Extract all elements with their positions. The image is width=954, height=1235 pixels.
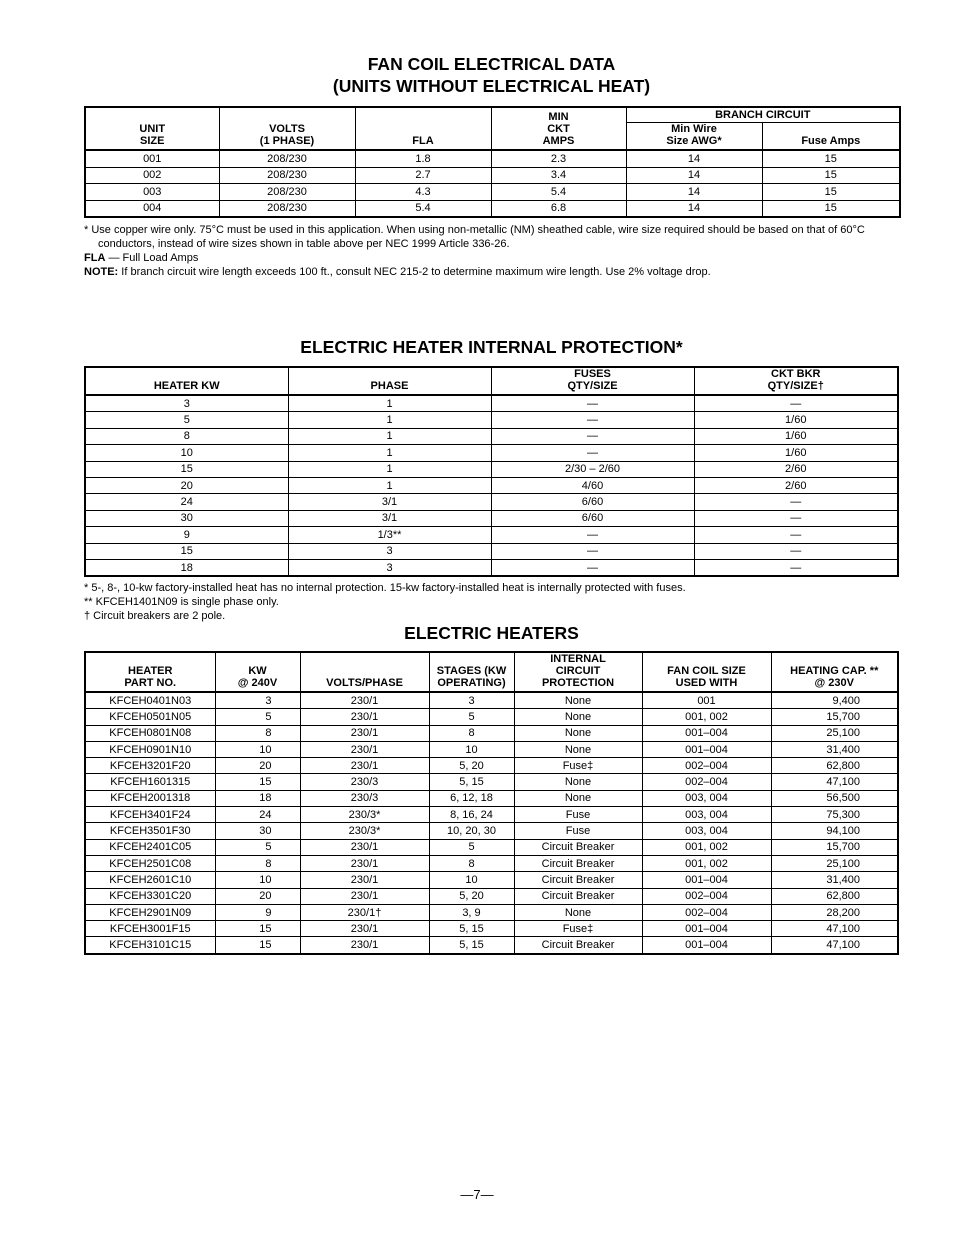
table-cell: 1 <box>288 412 491 428</box>
table-cell: 001, 002 <box>642 709 771 725</box>
table-cell: 31,400 <box>771 872 898 888</box>
table-cell: 15 <box>85 543 288 559</box>
table-cell: 2.7 <box>355 167 491 184</box>
header-kw-240v: KW @ 240V <box>215 652 300 692</box>
table-cell: 1 <box>288 428 491 444</box>
header-internal-circuit-protection: INTERNAL CIRCUIT PROTECTION <box>514 652 642 692</box>
table-cell: 15 <box>762 150 900 167</box>
table-cell: Fuse <box>514 823 642 839</box>
table-cell: 003, 004 <box>642 823 771 839</box>
table-cell: 2/60 <box>694 477 898 493</box>
table-row <box>85 543 898 559</box>
table-cell: 15 <box>762 184 900 201</box>
table-row <box>85 921 898 937</box>
table-cell: 9,400 <box>771 692 898 709</box>
header-stages: STAGES (KW OPERATING) <box>429 652 514 692</box>
table-cell: 3 <box>288 559 491 576</box>
header-unit-size: UNIT SIZE <box>85 107 219 150</box>
table-row <box>85 807 898 823</box>
table-row <box>85 184 900 201</box>
table-cell: Circuit Breaker <box>514 937 642 954</box>
table-cell: 5 <box>429 709 514 725</box>
table-cell: 208/230 <box>219 167 355 184</box>
table-cell: 002–004 <box>642 774 771 790</box>
table-cell: 15 <box>762 167 900 184</box>
table-cell: 002 <box>85 167 219 184</box>
table-cell: KFCEH0901N10 <box>85 741 215 757</box>
table-cell: Circuit Breaker <box>514 855 642 871</box>
table-cell: 10, 20, 30 <box>429 823 514 839</box>
table-cell: 5 <box>429 839 514 855</box>
table-cell: 1 <box>288 395 491 412</box>
table-cell: KFCEH1601315 <box>85 774 215 790</box>
table-cell: 20 <box>215 888 300 904</box>
table-row <box>85 839 898 855</box>
title-line-1: FAN COIL ELECTRICAL DATA <box>367 54 616 74</box>
table-cell: 14 <box>626 167 762 184</box>
table-cell: KFCEH2901N09 <box>85 904 215 920</box>
table-cell: Circuit Breaker <box>514 888 642 904</box>
table-cell: 15 <box>762 200 900 217</box>
table-cell: 002–004 <box>642 888 771 904</box>
table-cell: None <box>514 692 642 709</box>
internal-protection-table <box>84 366 899 577</box>
title-line-2: (UNITS WITHOUT ELECTRICAL HEAT) <box>332 76 651 96</box>
header-min-wire-size: Min Wire Size AWG* <box>626 123 762 151</box>
table-cell: 001 <box>642 692 771 709</box>
table-cell: 9 <box>215 904 300 920</box>
table-row <box>85 150 900 167</box>
table-cell: KFCEH3101C15 <box>85 937 215 954</box>
header-volts: VOLTS (1 PHASE) <box>219 107 355 150</box>
table-cell: 25,100 <box>771 855 898 871</box>
table-cell: 10 <box>215 872 300 888</box>
table-cell: KFCEH2001318 <box>85 790 215 806</box>
table-cell: 62,800 <box>771 758 898 774</box>
table-cell: 75,300 <box>771 807 898 823</box>
table-cell: 003, 004 <box>642 807 771 823</box>
table-row <box>85 790 898 806</box>
table-cell: 5.4 <box>355 200 491 217</box>
header-volts-phase: VOLTS/PHASE <box>300 652 429 692</box>
table-cell: — <box>491 543 694 559</box>
table-cell: 24 <box>85 494 288 510</box>
branch-circuit-note: NOTE: If branch circuit wire length exceeds 100 ft., consult NEC 215-2 to determine maximum wire length. Use 2% voltage drop. <box>84 266 711 278</box>
table-cell: 3 <box>215 692 300 709</box>
table-cell: — <box>694 510 898 526</box>
table-cell: 25,100 <box>771 725 898 741</box>
table-cell: 8, 16, 24 <box>429 807 514 823</box>
table-cell: 4/60 <box>491 477 694 493</box>
table-cell: KFCEH3401F24 <box>85 807 215 823</box>
table-cell: 230/3 <box>300 774 429 790</box>
table-cell: None <box>514 741 642 757</box>
table-cell: 10 <box>429 741 514 757</box>
table-cell: 001–004 <box>642 741 771 757</box>
fan-coil-electrical-data-title <box>84 53 899 97</box>
table-cell: 8 <box>85 428 288 444</box>
table-cell: 2.3 <box>491 150 626 167</box>
internal-protection-notes <box>84 581 899 623</box>
fan-coil-electrical-table <box>84 106 901 218</box>
page-number: —7— <box>460 1187 494 1202</box>
table-cell: Circuit Breaker <box>514 839 642 855</box>
table-cell: None <box>514 790 642 806</box>
table-cell: — <box>694 494 898 510</box>
table-cell: — <box>694 543 898 559</box>
table-cell: 47,100 <box>771 921 898 937</box>
table-cell: 230/3* <box>300 823 429 839</box>
table-cell: 001–004 <box>642 921 771 937</box>
table-cell: 15 <box>215 921 300 937</box>
internal-protection-title: ELECTRIC HEATER INTERNAL PROTECTION* <box>300 337 683 357</box>
fan-coil-notes <box>84 223 899 279</box>
table-cell: — <box>491 527 694 543</box>
table-cell: 208/230 <box>219 184 355 201</box>
table-row <box>85 559 898 576</box>
table-cell: 5 <box>215 709 300 725</box>
table-cell: 28,200 <box>771 904 898 920</box>
table-row <box>85 741 898 757</box>
table-row <box>85 888 898 904</box>
table-row <box>85 167 900 184</box>
header-ckt-bkr: CKT BKR QTY/SIZE† <box>694 367 898 395</box>
table-cell: None <box>514 904 642 920</box>
table-cell: — <box>491 559 694 576</box>
table-cell: 6.8 <box>491 200 626 217</box>
table-cell: 2/30 – 2/60 <box>491 461 694 477</box>
factory-heat-footnote: * 5-, 8-, 10-kw factory-installed heat has no internal protection. 15-kw factory-installed heat is internally protected with fuses. <box>84 582 686 594</box>
table-cell: KFCEH0801N08 <box>85 725 215 741</box>
table-cell: KFCEH2501C08 <box>85 855 215 871</box>
table-row <box>85 774 898 790</box>
table-cell: KFCEH0501N05 <box>85 709 215 725</box>
table-cell: 47,100 <box>771 937 898 954</box>
table-cell: 001, 002 <box>642 839 771 855</box>
table-cell: 15,700 <box>771 839 898 855</box>
header-fuses: FUSES QTY/SIZE <box>491 367 694 395</box>
table-row <box>85 494 898 510</box>
table-cell: 1.8 <box>355 150 491 167</box>
table-cell: 1/60 <box>694 445 898 461</box>
table-cell: — <box>491 395 694 412</box>
table-cell: 47,100 <box>771 774 898 790</box>
table-cell: 001–004 <box>642 725 771 741</box>
table-cell: 31,400 <box>771 741 898 757</box>
table-cell: 6, 12, 18 <box>429 790 514 806</box>
electric-heaters-title: ELECTRIC HEATERS <box>404 623 579 643</box>
table-cell: 62,800 <box>771 888 898 904</box>
table-cell: 1/60 <box>694 412 898 428</box>
table-cell: 14 <box>626 184 762 201</box>
table-cell: 14 <box>626 150 762 167</box>
table-cell: 20 <box>215 758 300 774</box>
table-cell: 230/3 <box>300 790 429 806</box>
table-row <box>85 412 898 428</box>
table-cell: 6/60 <box>491 494 694 510</box>
table-cell: 5, 15 <box>429 937 514 954</box>
header-heater-part-no: HEATER PART NO. <box>85 652 215 692</box>
table-cell: 24 <box>215 807 300 823</box>
table-cell: 3 <box>429 692 514 709</box>
table-cell: 5 <box>215 839 300 855</box>
table-cell: 230/1† <box>300 904 429 920</box>
header-fla: FLA <box>355 107 491 150</box>
circuit-breaker-footnote: † Circuit breakers are 2 pole. <box>84 610 226 622</box>
table-cell: — <box>491 412 694 428</box>
table-cell: 9 <box>85 527 288 543</box>
table-cell: 5 <box>85 412 288 428</box>
header-min-ckt-amps: MIN CKT AMPS <box>491 107 626 150</box>
fla-definition: FLA — Full Load Amps <box>84 252 199 264</box>
table-row <box>85 461 898 477</box>
table-cell: KFCEH3001F15 <box>85 921 215 937</box>
table-cell: None <box>514 709 642 725</box>
table-cell: 94,100 <box>771 823 898 839</box>
table-cell: 56,500 <box>771 790 898 806</box>
table-cell: 001, 002 <box>642 855 771 871</box>
table-cell: 002–004 <box>642 758 771 774</box>
table-cell: 5, 15 <box>429 774 514 790</box>
table-cell: 002–004 <box>642 904 771 920</box>
table-row <box>85 527 898 543</box>
header-branch-circuit: BRANCH CIRCUIT <box>626 107 900 123</box>
table-row <box>85 823 898 839</box>
table-cell: 14 <box>626 200 762 217</box>
table-cell: 10 <box>85 445 288 461</box>
table-cell: Fuse‡ <box>514 758 642 774</box>
table-cell: 230/1 <box>300 709 429 725</box>
table-cell: 1/60 <box>694 428 898 444</box>
table-cell: 004 <box>85 200 219 217</box>
table-cell: 4.3 <box>355 184 491 201</box>
table-cell: 230/1 <box>300 692 429 709</box>
table-cell: 230/3* <box>300 807 429 823</box>
table-cell: KFCEH2601C10 <box>85 872 215 888</box>
table-cell: 5, 20 <box>429 888 514 904</box>
table-cell: 30 <box>215 823 300 839</box>
table-row <box>85 477 898 493</box>
table-cell: 1 <box>288 477 491 493</box>
single-phase-footnote: ** KFCEH1401N09 is single phase only. <box>84 596 279 608</box>
table-cell: 230/1 <box>300 855 429 871</box>
header-phase: PHASE <box>288 367 491 395</box>
table-cell: 15,700 <box>771 709 898 725</box>
table-cell: KFCEH3501F30 <box>85 823 215 839</box>
table-cell: 1 <box>288 445 491 461</box>
electric-heaters-table <box>84 651 899 955</box>
table-cell: — <box>694 559 898 576</box>
table-cell: 230/1 <box>300 741 429 757</box>
table-cell: 230/1 <box>300 872 429 888</box>
table-cell: 3.4 <box>491 167 626 184</box>
header-fan-coil-size: FAN COIL SIZE USED WITH <box>642 652 771 692</box>
table-cell: 230/1 <box>300 888 429 904</box>
table-row <box>85 725 898 741</box>
table-cell: — <box>694 395 898 412</box>
table-cell: 8 <box>429 725 514 741</box>
table-cell: 8 <box>215 855 300 871</box>
table-cell: KFCEH3201F20 <box>85 758 215 774</box>
table-cell: 18 <box>85 559 288 576</box>
table-row <box>85 395 898 412</box>
table-row <box>85 855 898 871</box>
table-row <box>85 445 898 461</box>
table-cell: 3, 9 <box>429 904 514 920</box>
table-cell: 6/60 <box>491 510 694 526</box>
table-cell: 15 <box>85 461 288 477</box>
table-cell: Circuit Breaker <box>514 872 642 888</box>
table-cell: — <box>491 428 694 444</box>
table-cell: 1 <box>288 461 491 477</box>
table-cell: 003, 004 <box>642 790 771 806</box>
table-cell: 5.4 <box>491 184 626 201</box>
table-cell: None <box>514 774 642 790</box>
table-row <box>85 200 900 217</box>
table-cell: 10 <box>215 741 300 757</box>
table-cell: 5, 20 <box>429 758 514 774</box>
table-cell: 003 <box>85 184 219 201</box>
table-row <box>85 692 898 709</box>
table-row <box>85 428 898 444</box>
table-cell: 3 <box>85 395 288 412</box>
table-cell: 18 <box>215 790 300 806</box>
table-cell: — <box>694 527 898 543</box>
table-cell: KFCEH3301C20 <box>85 888 215 904</box>
copper-wire-footnote: * Use copper wire only. 75°C must be used in this application. When using non-metallic (NM) sheathed cable, wire size required should be based on that of 60°C conductors, instead of wire sizes shown in table above per NEC 1999 Article 336-26. <box>84 224 865 250</box>
table-cell: None <box>514 725 642 741</box>
table-row <box>85 904 898 920</box>
table-row <box>85 709 898 725</box>
table-cell: 208/230 <box>219 150 355 167</box>
table-cell: 8 <box>215 725 300 741</box>
table-cell: 1/3** <box>288 527 491 543</box>
table-cell: 15 <box>215 937 300 954</box>
table-cell: 5, 15 <box>429 921 514 937</box>
table-cell: 10 <box>429 872 514 888</box>
table-cell: 15 <box>215 774 300 790</box>
table-cell: 001 <box>85 150 219 167</box>
table-cell: 230/1 <box>300 937 429 954</box>
header-fuse-amps: Fuse Amps <box>762 123 900 151</box>
table-cell: 3/1 <box>288 510 491 526</box>
table-cell: — <box>491 445 694 461</box>
table-cell: 230/1 <box>300 839 429 855</box>
table-cell: KFCEH2401C05 <box>85 839 215 855</box>
table-row <box>85 872 898 888</box>
table-cell: Fuse‡ <box>514 921 642 937</box>
table-cell: 001–004 <box>642 937 771 954</box>
table-cell: 2/60 <box>694 461 898 477</box>
table-row <box>85 758 898 774</box>
table-cell: 230/1 <box>300 725 429 741</box>
table-cell: 3/1 <box>288 494 491 510</box>
table-cell: Fuse <box>514 807 642 823</box>
table-cell: 230/1 <box>300 921 429 937</box>
table-cell: 208/230 <box>219 200 355 217</box>
table-row <box>85 937 898 954</box>
table-cell: 30 <box>85 510 288 526</box>
header-heating-cap: HEATING CAP. ** @ 230V <box>771 652 898 692</box>
header-heater-kw: HEATER KW <box>85 367 288 395</box>
table-cell: 001–004 <box>642 872 771 888</box>
table-cell: 230/1 <box>300 758 429 774</box>
table-cell: 3 <box>288 543 491 559</box>
table-cell: 8 <box>429 855 514 871</box>
table-cell: 20 <box>85 477 288 493</box>
table-row <box>85 510 898 526</box>
table-cell: KFCEH0401N03 <box>85 692 215 709</box>
